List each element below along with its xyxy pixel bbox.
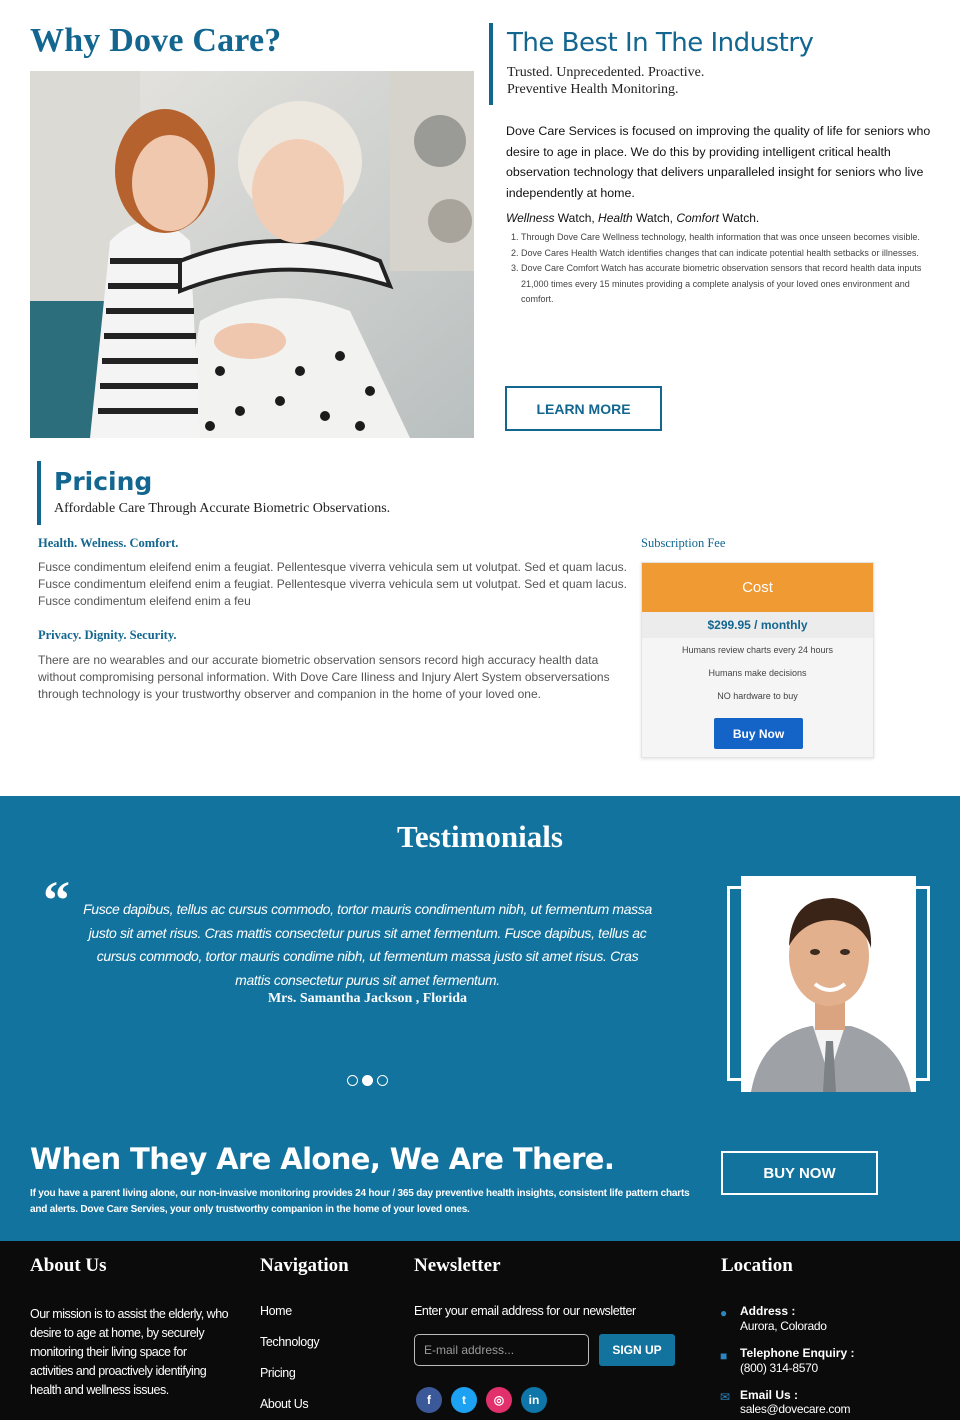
- footer-about-text: Our mission is to assist the elderly, who desire to age at home, by securely monitoring their living space for activities and proactively identifying health and wellness issues.: [30, 1307, 229, 1397]
- email-value[interactable]: sales@dovecare.com: [740, 1402, 851, 1416]
- testimonial-photo: [741, 876, 916, 1092]
- price-amount: $299.95 / monthly: [642, 612, 873, 638]
- list-text: Dove Care Comfort Watch has accurate biometric observation sensors that record health data inputs 21,000 times every 15 minutes providing a complete analysis of your loved ones environment and comfort.: [521, 263, 922, 305]
- carousel-dot-2[interactable]: [362, 1075, 373, 1086]
- list-number: 2.: [511, 247, 519, 258]
- footer-about-heading: About Us: [30, 1255, 107, 1276]
- facebook-icon[interactable]: f: [416, 1387, 442, 1413]
- price-card: [641, 562, 874, 758]
- price-feature: Humans make decisions: [708, 667, 807, 678]
- footer-navigation-heading: Navigation: [260, 1255, 349, 1276]
- watch-products-line: [506, 211, 759, 225]
- pricing-heading: Pricing: [54, 467, 153, 496]
- carousel-dots: [347, 1075, 388, 1086]
- pricing-paragraph-privacy: There are no wearables and our accurate biometric observation sensors record high accuracy health data without compromising personal information. With Dove Care Iliness and Injury Alert System observersations through technology is your trustworthy observer and companion in the home of your loved one.: [38, 653, 610, 701]
- watch-2-suffix: Watch,: [632, 211, 677, 225]
- watch-1: Wellness: [506, 211, 555, 225]
- footer-nav-pricing[interactable]: Pricing: [260, 1366, 296, 1380]
- hero-image-mother-daughter: [30, 71, 474, 438]
- phone-icon: ■: [720, 1349, 728, 1363]
- watch-1-suffix: Watch,: [554, 211, 599, 225]
- watch-3-suffix: Watch.: [719, 211, 760, 225]
- carousel-dot-1[interactable]: [347, 1075, 358, 1086]
- email-label: Email Us :: [740, 1388, 799, 1402]
- price-feature: NO hardware to buy: [717, 690, 798, 701]
- phone-label: Telephone Enquiry :: [740, 1346, 855, 1360]
- list-number: 1.: [511, 232, 519, 242]
- subscription-fee-label: Subscription Fee: [641, 536, 726, 550]
- why-title: Why Dove Care?: [30, 22, 282, 59]
- testimonial-quote: Fusce dapibus, tellus ac cursus commodo, tortor mauris condimentum nibh, ut fermentum massa justo sit amet risus. Cras mattis consectetur purus sit amet fermentum. Fusce dapibus, tellus ac cursus commodo, tortor mauris condime nibh, ut fermentum massa justo sit amet risus. Cras mattis consectetur purus sit amet fermentum.: [83, 901, 652, 988]
- watch-2: Health: [598, 211, 633, 225]
- pricing-subtitle: Affordable Care Through Accurate Biometric Observations.: [54, 501, 391, 516]
- subtitle-line-2: Preventive Health Monitoring.: [507, 82, 679, 97]
- footer-newsletter-heading: Newsletter: [414, 1255, 501, 1276]
- instagram-icon[interactable]: ◎: [486, 1387, 512, 1413]
- price-feature: Humans review charts every 24 hours: [681, 644, 834, 655]
- accent-bar: [37, 461, 41, 525]
- learn-more-button[interactable]: LEARN MORE: [505, 386, 662, 431]
- testimonials-heading: Testimonials: [397, 819, 563, 854]
- twitter-icon[interactable]: t: [451, 1387, 477, 1413]
- quote-icon: “: [43, 870, 70, 930]
- why-description: Dove Care Services is focused on improving the quality of life for seniors who desire to age in place. We do this by providing intelligent critical health observation technology that delivers unparalleled insight for seniors who live independently at home.: [506, 124, 931, 200]
- list-number: 3.: [511, 263, 519, 274]
- list-item: [511, 261, 936, 308]
- linkedin-icon[interactable]: in: [521, 1387, 547, 1413]
- list-text: Through Dove Care Wellness technology, health information that was once unseen becomes visible.: [521, 232, 920, 242]
- alone-heading: When They Are Alone, We Are There.: [30, 1142, 615, 1176]
- address-value: Aurora, Colorado: [740, 1319, 827, 1333]
- testimonial-author: Mrs. Samantha Jackson , Florida: [267, 991, 468, 1006]
- pricing-subheading-privacy: Privacy. Dignity. Security.: [38, 628, 177, 642]
- watch-feature-list: [511, 230, 936, 308]
- buy-now-cta-button[interactable]: BUY NOW: [721, 1151, 878, 1195]
- pricing-subheading-health: Health. Welness. Comfort.: [38, 536, 179, 550]
- map-pin-icon: ●: [720, 1306, 728, 1320]
- address-label: Address :: [740, 1304, 796, 1318]
- subtitle-line-1: Trusted. Unprecedented. Proactive.: [507, 65, 705, 80]
- watch-3: Comfort: [676, 211, 719, 225]
- best-in-industry-heading: The Best In The Industry: [507, 28, 814, 58]
- footer-nav-home[interactable]: Home: [260, 1304, 292, 1318]
- carousel-dot-3[interactable]: [377, 1075, 388, 1086]
- best-in-industry-subtitle: [507, 64, 807, 98]
- list-item: [511, 230, 936, 246]
- footer-nav-technology[interactable]: Technology: [260, 1335, 320, 1349]
- pricing-paragraph-health: Fusce condimentum eleifend enim a feugiat. Pellentesque viverra vehicula sem ut volutpat. Sed et quam lacus. Fusce condimentum eleifend enim a feugiat. Pellentesque viverra vehicula sem ut volutpat. Sed et quam lacus. Fusce condimentum eleifend enim a feu: [38, 560, 627, 608]
- newsletter-email-input[interactable]: [414, 1334, 589, 1366]
- list-item: [511, 246, 936, 262]
- footer-nav-about-us[interactable]: About Us: [260, 1397, 309, 1411]
- newsletter-instructions: Enter your email address for our newsletter: [414, 1304, 636, 1318]
- list-text: Dove Cares Health Watch identifies changes that can indicate potential health setbacks or illnesses.: [521, 247, 919, 258]
- envelope-icon: ✉: [720, 1390, 731, 1404]
- buy-now-button[interactable]: Buy Now: [714, 718, 803, 749]
- price-card-header: Cost: [642, 563, 873, 612]
- sign-up-button[interactable]: SIGN UP: [599, 1334, 675, 1366]
- footer-location-heading: Location: [721, 1255, 793, 1276]
- accent-bar: [489, 23, 493, 105]
- alone-description: If you have a parent living alone, our non-invasive monitoring provides 24 hour / 365 day preventive health insights, consistent life pattern charts and alerts. Dove Care Servies, your only trustworthy companion in the home of your loved ones.: [30, 1188, 690, 1215]
- phone-value: (800) 314-8570: [740, 1361, 818, 1375]
